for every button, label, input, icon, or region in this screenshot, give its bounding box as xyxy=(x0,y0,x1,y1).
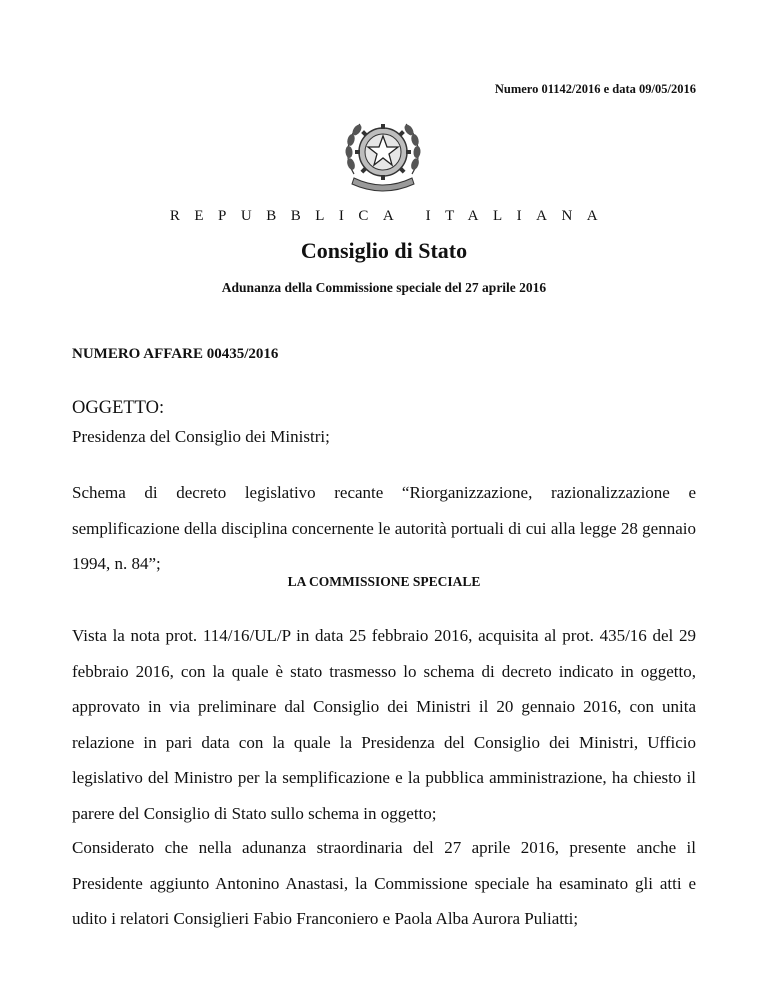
object-heading: OGGETTO: xyxy=(72,398,165,418)
republic-heading: REPUBBLICA ITALIANA xyxy=(169,208,613,224)
council-title: Consiglio di Stato xyxy=(300,238,468,263)
object-line-1: Presidenza del Consiglio dei Ministri; xyxy=(72,427,330,446)
object-line-2: Schema di decreto legislativo recante “Riorganizzazione, razionalizzazione e semplificazione della disciplina concernente le autorità portuali di cui alla legge 28 gennaio 1994, n. 84”; xyxy=(72,483,696,573)
body-paragraph-1: Vista la nota prot. 114/16/UL/P in data 25 febbraio 2016, acquisita al prot. 435/16 del 29 febbraio 2016, con la quale è stato trasmesso lo schema di decreto indicato in oggetto, approvato in via preliminare dal Consiglio dei Ministri il 20 gennaio 2016, con unita relazione in pari data con la quale la Presidenza del Consiglio dei Ministri, Ufficio legislativo del Ministro per la semplificazione e la pubblica amministrazione, ha chiesto il parere del Consiglio di Stato sullo schema in oggetto; xyxy=(72,626,696,823)
italian-republic-emblem-icon xyxy=(340,112,426,198)
document-number: Numero 01142/2016 e data 09/05/2016 xyxy=(494,82,696,96)
body-paragraph-2: Considerato che nella adunanza straordinaria del 27 aprile 2016, presente anche il Presidente aggiunto Antonino Anastasi, la Commissione speciale ha esaminato gli atti e udito i relatori Consiglieri Fabio Franconiero e Paola Alba Aurora Puliatti; xyxy=(72,838,696,928)
session-subtitle: Adunanza della Commissione speciale del 27 aprile 2016 xyxy=(221,280,547,295)
commission-heading: LA COMMISSIONE SPECIALE xyxy=(287,574,481,589)
affair-number: NUMERO AFFARE 00435/2016 xyxy=(72,346,279,362)
